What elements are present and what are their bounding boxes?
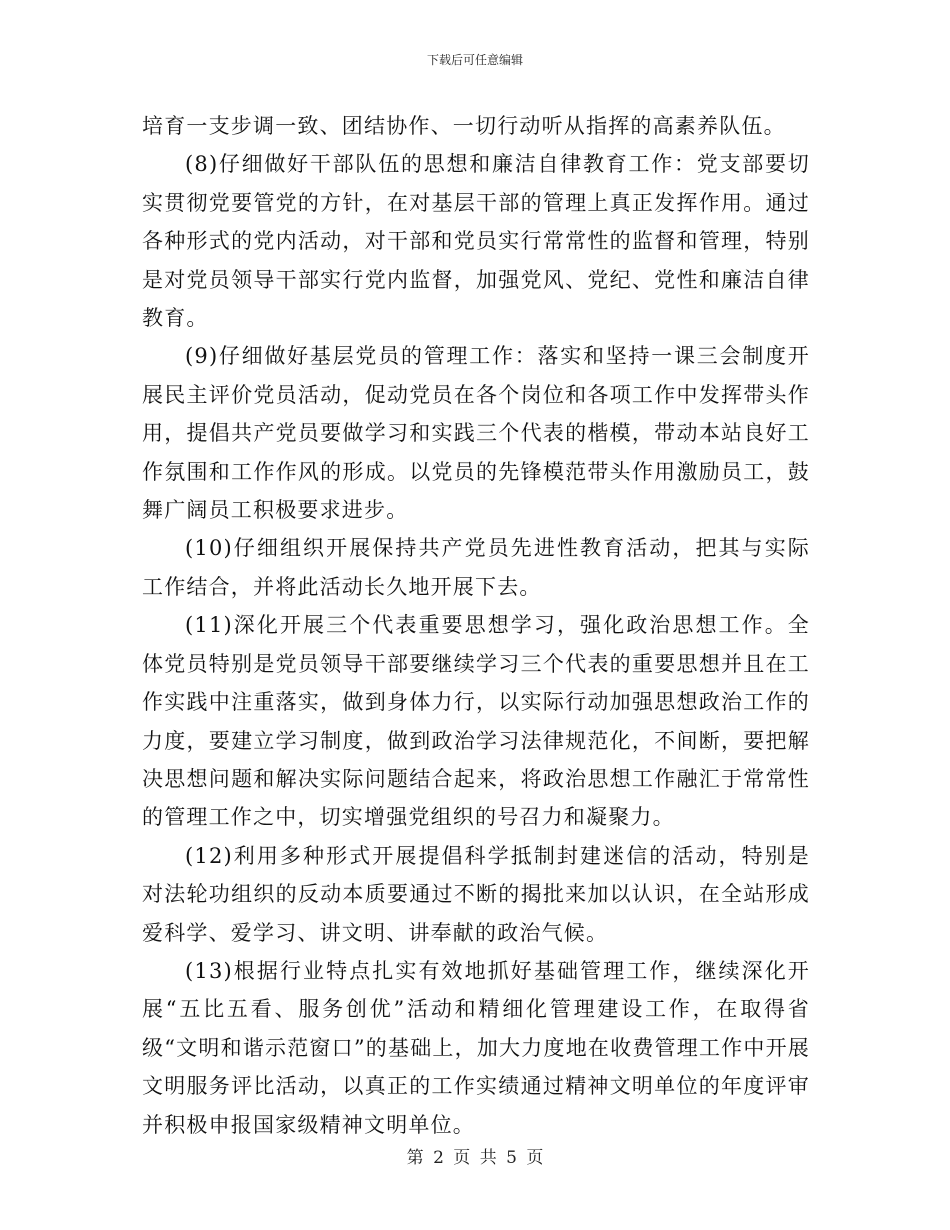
paragraph-continuation: 培育一支步调一致、团结协作、一切行动听从指挥的高素养队伍。 — [142, 114, 786, 138]
document-body — [142, 107, 810, 1144]
paragraph-item-9: (9)仔细做好基层党员的管理工作：落实和坚持一课三会制度开展民主评价党员活动，促动党员在各个岗位和各项工作中发挥带头作用，提倡共产党员要做学习和实践三个代表的楷模，带动本站良好工作氛围和工作作风的形成。以党员的先锋模范带头作用激励员工，鼓舞广阔员工积极要求进步。 — [142, 344, 810, 523]
page-number-footer: 第 2 页 共 5 页 — [406, 1148, 544, 1168]
paragraph-item-13: (13)根据行业特点扎实有效地抓好基础管理工作，继续深化开展“五比五看、服务创优”活动和精细化管理建设工作，在取得省级“文明和谐示范窗口”的基础上，加大力度地在收费管理工作中开展文明服务评比活动，以真正的工作实绩通过精神文明单位的年度评审并积极申报国家级精神文明单位。 — [142, 958, 810, 1137]
paragraph-item-11: (11)深化开展三个代表重要思想学习，强化政治思想工作。全体党员特别是党员领导干部要继续学习三个代表的重要思想并且在工作实践中注重落实，做到身体力行，以实际行动加强思想政治工作的力度，要建立学习制度，做到政治学习法律规范化，不间断，要把解决思想问题和解决实际问题结合起来，将政治思想工作融汇于常常性的管理工作之中，切实增强党组织的号召力和凝聚力。 — [142, 613, 810, 830]
paragraph-item-10: (10)仔细组织开展保持共产党员先进性教育活动，把其与实际工作结合，并将此活动长久地开展下去。 — [142, 536, 810, 599]
paragraph-item-8: (8)仔细做好干部队伍的思想和廉洁自律教育工作：党支部要切实贯彻党要管党的方针，在对基层干部的管理上真正发挥作用。通过各种形式的党内活动，对干部和党员实行常常性的监督和管理，特别是对党员领导干部实行党内监督，加强党风、党纪、党性和廉洁自律教育。 — [142, 152, 810, 331]
page-header: 下载后可任意编辑 — [426, 53, 523, 67]
paragraph-item-12: (12)利用多种形式开展提倡科学抵制封建迷信的活动，特别是对法轮功组织的反动本质要通过不断的揭批来加以认识，在全站形成爱科学、爱学习、讲文明、讲奉献的政治气候。 — [142, 843, 810, 945]
